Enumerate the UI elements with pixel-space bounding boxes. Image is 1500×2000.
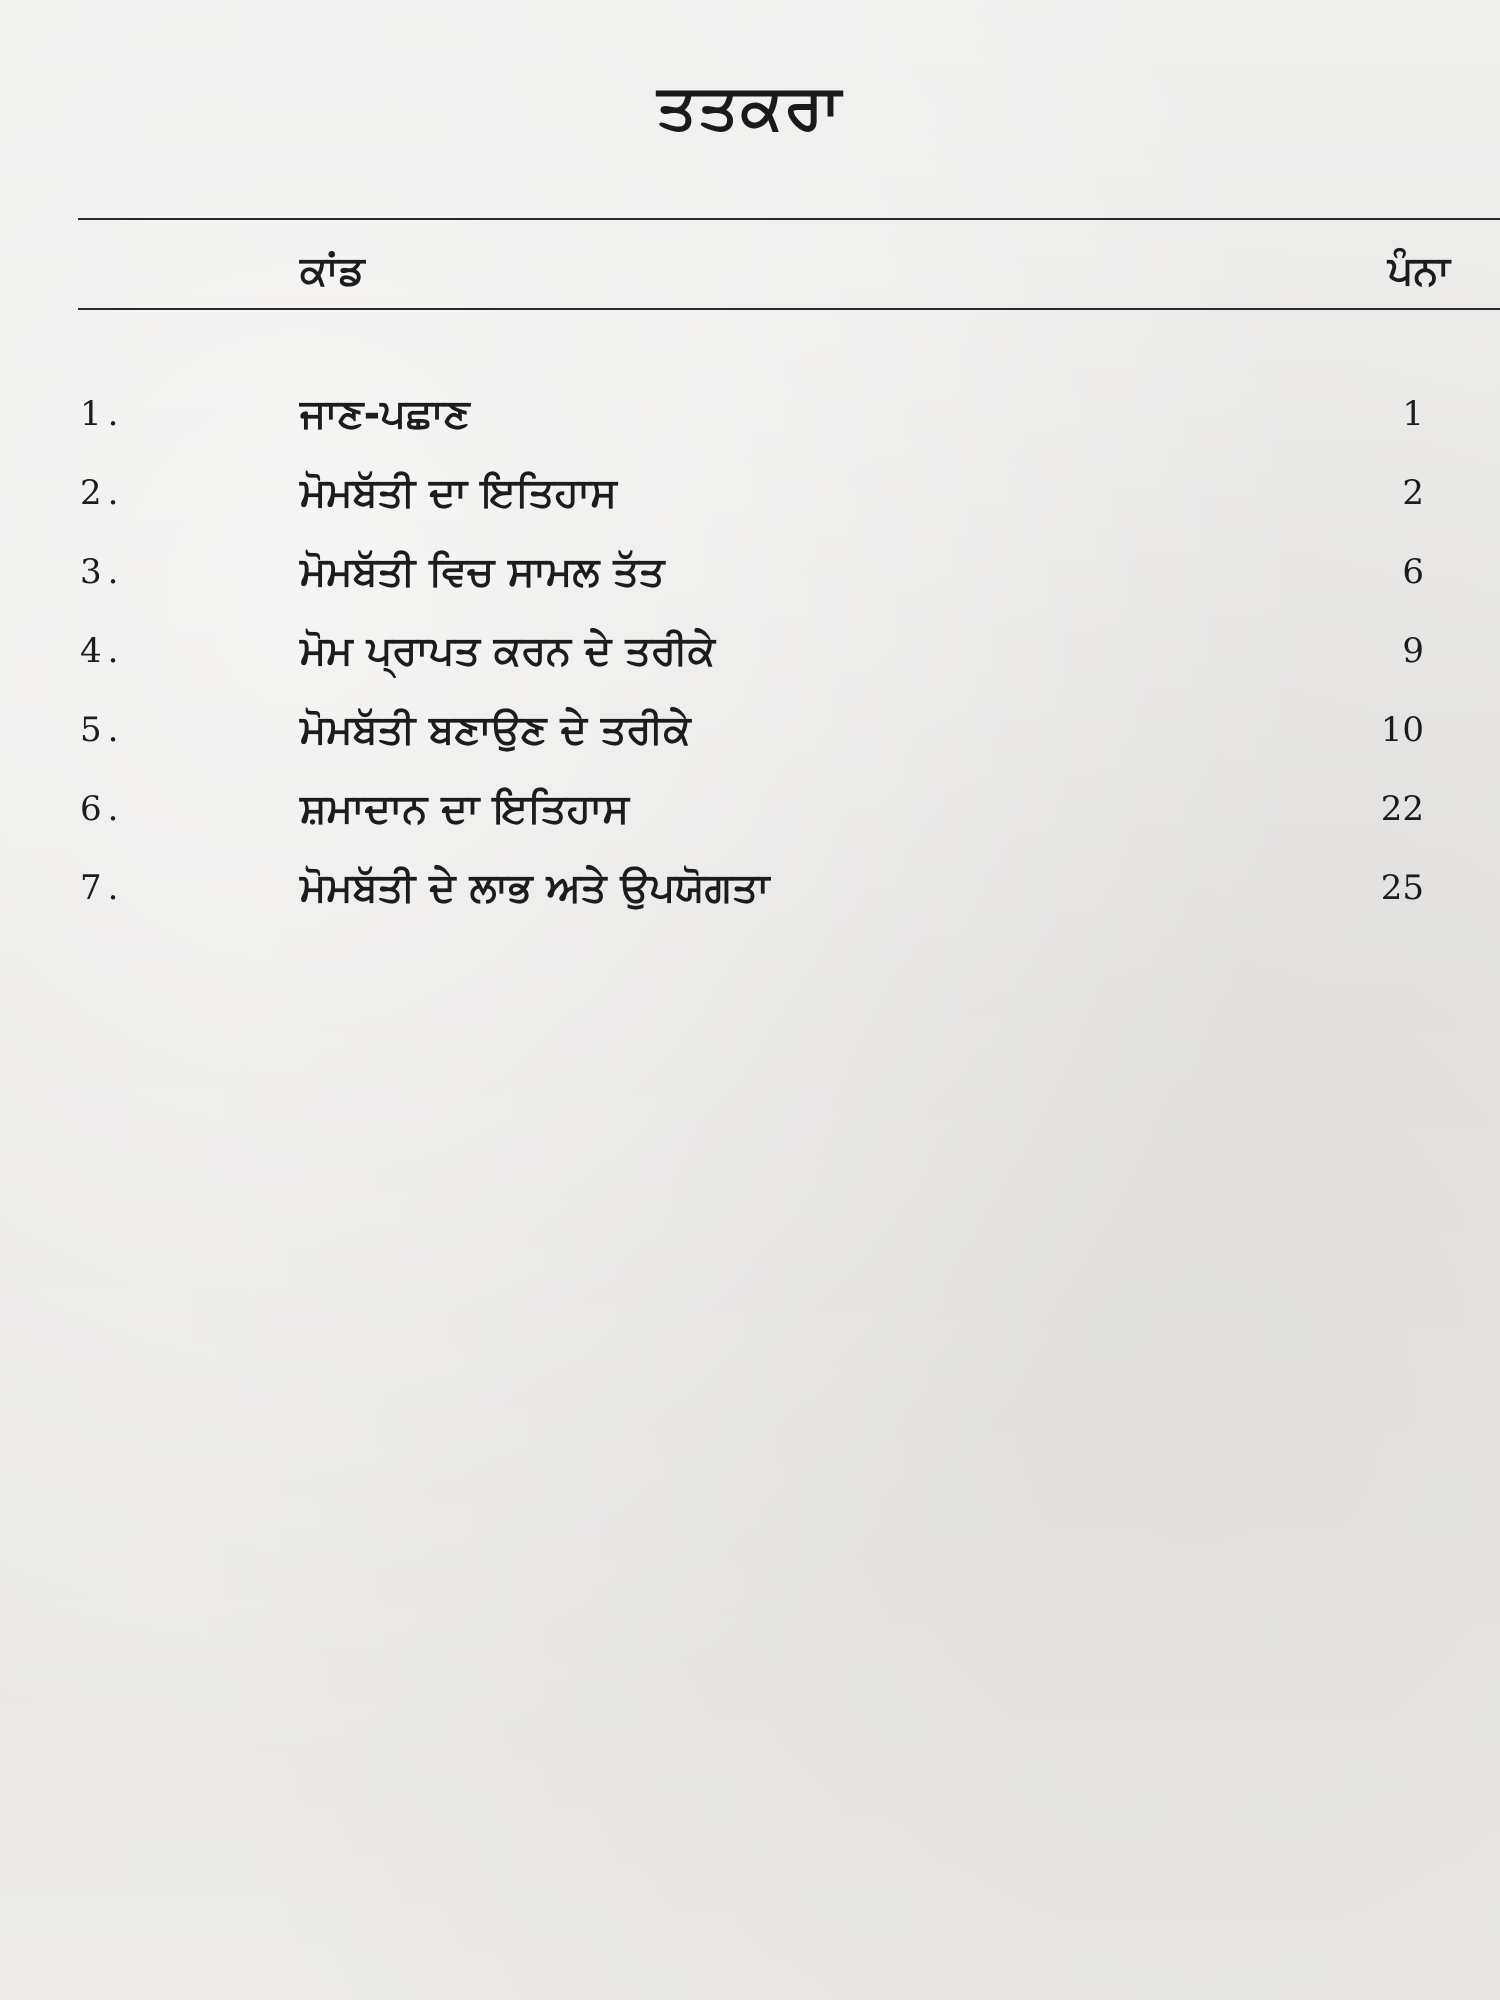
toc-entry-title: ਜਾਣ-ਪਛਾਣ <box>300 391 470 437</box>
toc-entry <box>0 706 1500 785</box>
toc-entry <box>0 864 1500 943</box>
toc-entry <box>0 627 1500 706</box>
toc-entry-number: 3. <box>80 552 125 592</box>
toc-entry-title: ਮੋਮ ਪ੍ਰਾਪਤ ਕਰਨ ਦੇ ਤਰੀਕੇ <box>300 628 716 674</box>
toc-entry-number: 4. <box>80 631 125 671</box>
header-rule <box>78 308 1500 310</box>
toc-entry-page: 9 <box>1402 631 1424 671</box>
toc-entry-title: ਸ਼ਮਾਦਾਨ ਦਾ ਇਤਿਹਾਸ <box>300 786 629 832</box>
page-column-header: ਪੰਨਾ <box>1387 248 1450 294</box>
top-rule <box>78 218 1500 220</box>
toc-entry-number: 1. <box>80 394 125 434</box>
toc-entry <box>0 548 1500 627</box>
toc-entry-number: 6. <box>80 789 125 829</box>
toc-entry-number: 5. <box>80 710 125 750</box>
toc-entry-title: ਮੋਮਬੱਤੀ ਵਿਚ ਸਾਮਲ ਤੱਤ <box>300 549 665 595</box>
toc-entry-number: 7. <box>80 868 125 908</box>
page-title: ਤਤਕਰਾ <box>657 70 843 143</box>
toc-entry-page: 25 <box>1380 868 1424 908</box>
toc-entry-title: ਮੋਮਬੱਤੀ ਦਾ ਇਤਿਹਾਸ <box>300 470 617 516</box>
toc-entry <box>0 390 1500 469</box>
toc-entry-page: 1 <box>1402 394 1424 434</box>
toc-entry-title: ਮੋਮਬੱਤੀ ਦੇ ਲਾਭ ਅਤੇ ਉਪਯੋਗਤਾ <box>300 865 770 911</box>
toc-entry-number: 2. <box>80 473 125 513</box>
chapter-column-header: ਕਾਂਡ <box>300 248 365 294</box>
toc-entry <box>0 785 1500 864</box>
toc-entry-page: 10 <box>1380 710 1424 750</box>
table-of-contents <box>0 390 1500 943</box>
toc-entry-title: ਮੋਮਬੱਤੀ ਬਣਾਉਣ ਦੇ ਤਰੀਕੇ <box>300 707 691 753</box>
toc-entry-page: 6 <box>1402 552 1424 592</box>
toc-entry-page: 22 <box>1380 789 1424 829</box>
toc-entry <box>0 469 1500 548</box>
toc-entry-page: 2 <box>1402 473 1424 513</box>
